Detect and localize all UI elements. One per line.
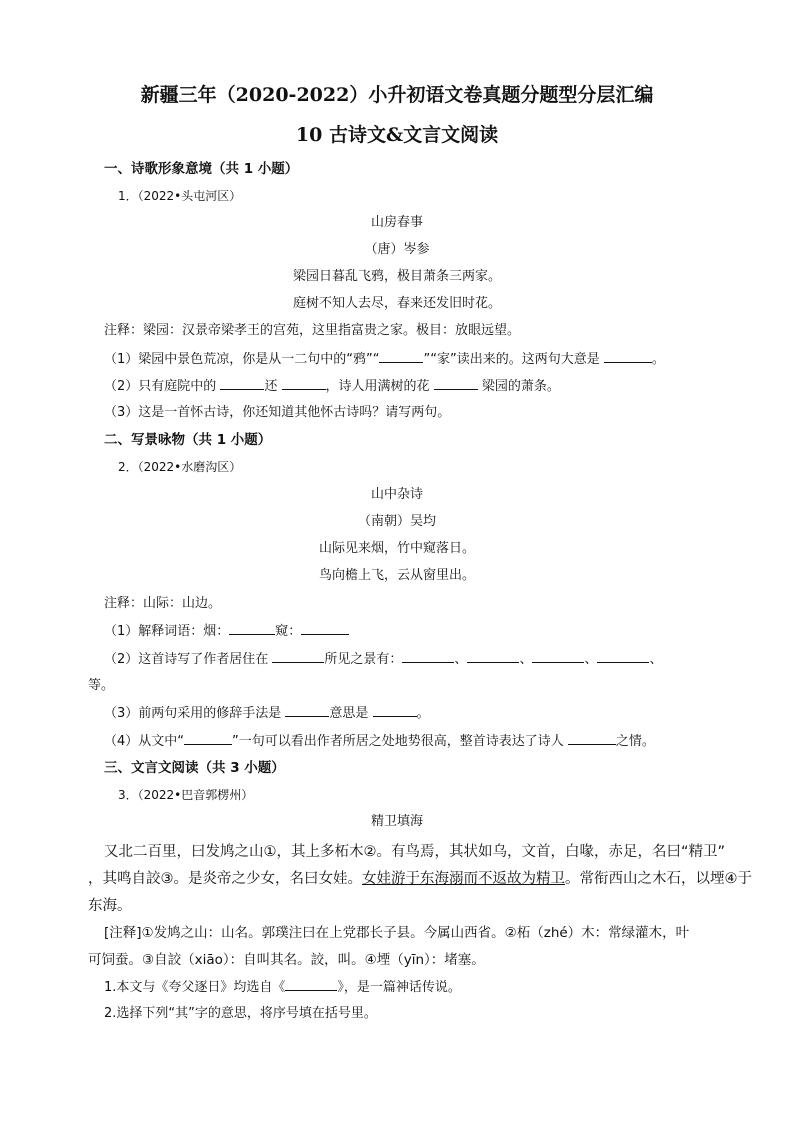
sub-question: 2.选择下列“其”字的意思，将序号填在括号里。	[104, 1006, 377, 1021]
sub-question: （2）只有庭院中的 还 ，诗人用满树的花 梁园的萧条。	[104, 379, 560, 394]
passage-note: 可饲蚕。③自詨（xiāo）：自叫其名。詨，叫。④堙（yīn）：堵塞。	[88, 952, 485, 968]
section-heading: 一、诗歌形象意境（共 1 小题）	[104, 161, 299, 177]
sub-question: （3）前两句采用的修辞手法是 意思是 。	[104, 706, 430, 721]
poem-verse: 梁园日暮乱飞鸦，极目萧条三两家。	[292, 269, 501, 284]
poem-author: （唐）岑参	[364, 242, 430, 257]
answer-blank[interactable]	[220, 377, 264, 390]
answer-blank[interactable]	[272, 650, 324, 663]
passage-line: 又北二百里，曰发鸠之山①，其上多柘木②。有鸟焉，其状如乌，文首，白喙，赤足，名曰“精卫”	[104, 844, 726, 860]
sub-question: （1）梁园中景色荒凉，你是从一二句中的“鸦”“ ”“家”读出来的。这两句大意是 。	[104, 352, 665, 367]
answer-blank[interactable]	[373, 704, 417, 717]
poem-title: 山房春事	[370, 215, 423, 230]
question-source: 2．（2022•水磨沟区）	[118, 460, 242, 474]
document-subtitle: 10 古诗文&文言文阅读	[295, 124, 499, 146]
poem-note: 注释：梁园：汉景帝梁孝王的宫苑，这里指富贵之家。极目：放眼远望。	[104, 323, 521, 338]
sub-question: （2）这首诗写了作者居住在 所见之景有： 、 、 、 、	[104, 652, 663, 667]
poem-author: （南朝）吴均	[357, 514, 436, 529]
sub-question: （4）从文中“ ”一句可以看出作者所居之处地势很高，整首诗表达了诗人 之情。	[104, 734, 655, 749]
answer-blank[interactable]	[282, 377, 326, 390]
underlined-sentence: 女娃游于东海溺而不返故为精卫	[362, 871, 565, 887]
answer-blank[interactable]	[285, 704, 329, 717]
answer-blank[interactable]	[285, 978, 337, 991]
sub-question: 1.本文与《夸父逐日》均选自《 》，是一篇神话传说。	[104, 980, 461, 995]
question-source: 1．（2022•头屯河区）	[118, 189, 242, 203]
sub-question: （3）这是一首怀古诗，你还知道其他怀古诗吗？请写两句。	[104, 405, 451, 420]
section-heading: 三、文言文阅读（共 3 小题）	[104, 760, 285, 776]
answer-blank[interactable]	[402, 650, 454, 663]
poem-verse: 山际见来烟，竹中窥落日。	[318, 541, 475, 556]
answer-blank[interactable]	[597, 650, 649, 663]
poem-title: 山中杂诗	[370, 487, 423, 502]
question-source: 3．（2022•巴音郭楞州）	[118, 788, 254, 802]
passage-note: [注释]①发鸠之山：山名。郭璞注曰在上党郡长子县。今属山西省。②柘（zhé）木：常绿灌木，叶	[104, 925, 690, 941]
passage-line: 东海。	[88, 898, 132, 914]
document-title: 新疆三年（2020-2022）小升初语文卷真题分题型分层汇编	[140, 84, 654, 106]
answer-blank[interactable]	[301, 622, 349, 635]
answer-blank[interactable]	[604, 350, 652, 363]
answer-blank[interactable]	[229, 622, 275, 635]
passage-title: 精卫填海	[370, 814, 423, 829]
answer-blank[interactable]	[532, 650, 584, 663]
answer-blank[interactable]	[434, 377, 478, 390]
answer-blank[interactable]	[184, 732, 232, 745]
sub-question: （1）解释词语：烟： 窥：	[104, 622, 349, 641]
answer-blank[interactable]	[568, 732, 616, 745]
answer-blank[interactable]	[379, 350, 423, 363]
poem-note: 注释：山际：山边。	[104, 596, 222, 611]
section-heading: 二、写景咏物（共 1 小题）	[104, 432, 272, 448]
passage-line: ，其鸣自詨③。是炎帝之少女，名曰女娃。女娃游于东海溺而不返故为精卫。常衔西山之木石，以堙④于	[88, 871, 752, 887]
sub-question-continued: 等。	[88, 678, 115, 693]
poem-verse: 鸟向檐上飞，云从窗里出。	[318, 568, 475, 583]
poem-verse: 庭树不知人去尽，春来还发旧时花。	[292, 296, 501, 311]
answer-blank[interactable]	[467, 650, 519, 663]
